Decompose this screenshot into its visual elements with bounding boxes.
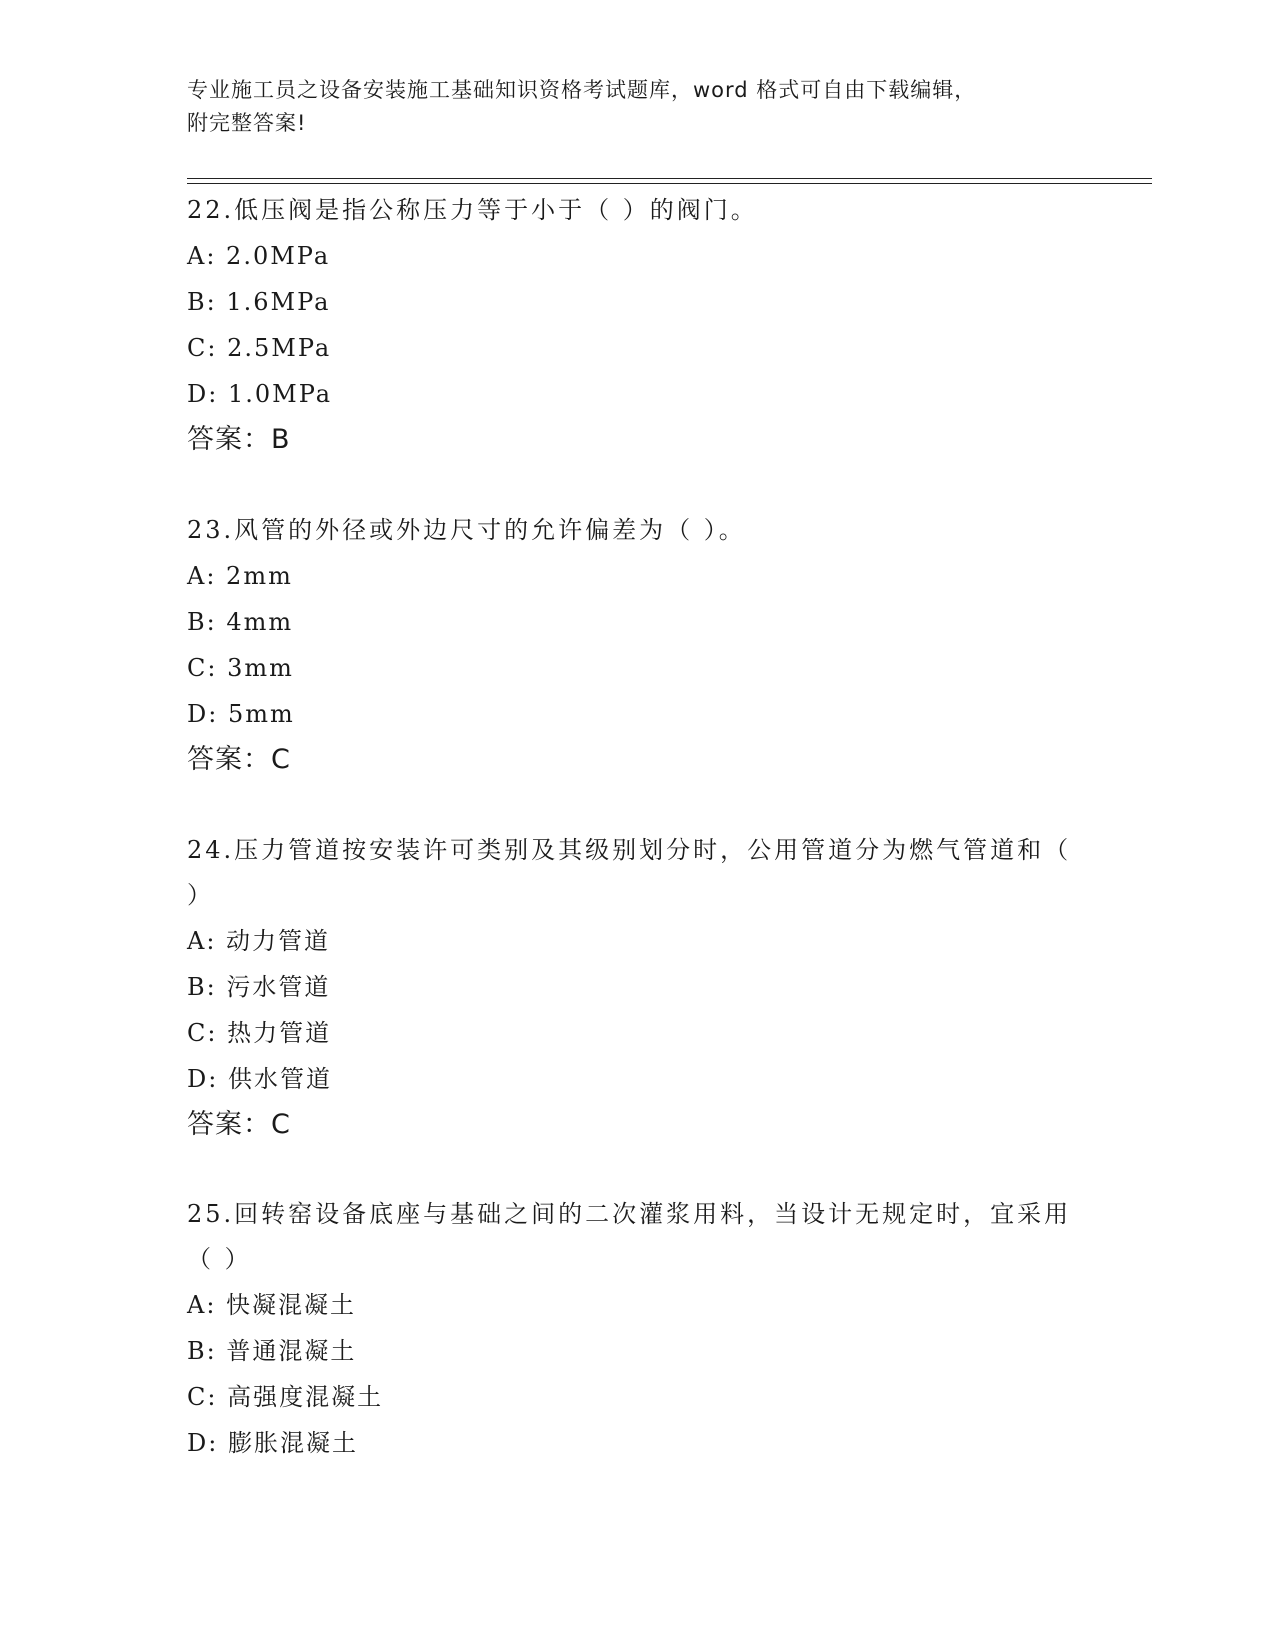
header-line-1: 专业施工员之设备安装施工基础知识资格考试题库，word 格式可自由下载编辑， (187, 78, 977, 102)
question-24 (187, 828, 1087, 1148)
question-stem: 24.压力管道按安装许可类别及其级别划分时，公用管道分为燃气管道和（ ） (187, 836, 1072, 909)
option-b: B: 普通混凝土 (187, 1337, 357, 1365)
question-stem: 25.回转窑设备底座与基础之间的二次灌浆用料，当设计无规定时，宜采用（ ） (187, 1200, 1072, 1273)
answer: 答案：C (187, 1109, 291, 1140)
option-b: B: 1.6MPa (187, 288, 331, 316)
answer: 答案：C (187, 744, 291, 775)
answer: 答案：B (187, 424, 291, 455)
document-header (187, 74, 1057, 140)
option-a: A: 2mm (187, 562, 293, 590)
question-stem: 23.风管的外径或外边尺寸的允许偏差为（ ）。 (187, 516, 746, 544)
option-d: D: 供水管道 (187, 1065, 332, 1093)
header-line-2: 附完整答案! (187, 111, 307, 135)
header-divider-bottom (187, 183, 1152, 184)
question-stem: 22.低压阀是指公称压力等于小于（ ）的阀门。 (187, 196, 758, 224)
option-d: D: 5mm (187, 700, 295, 728)
question-22 (187, 188, 1087, 463)
question-23 (187, 508, 1087, 783)
option-c: C: 高强度混凝土 (187, 1383, 384, 1411)
option-c: C: 3mm (187, 654, 294, 682)
option-d: D: 膨胀混凝土 (187, 1429, 358, 1457)
header-divider-top (187, 178, 1152, 179)
option-c: C: 热力管道 (187, 1019, 332, 1047)
question-25 (187, 1192, 1087, 1466)
option-a: A: 快凝混凝土 (187, 1291, 357, 1319)
option-b: B: 污水管道 (187, 973, 331, 1001)
option-b: B: 4mm (187, 608, 294, 636)
option-c: C: 2.5MPa (187, 334, 332, 362)
option-d: D: 1.0MPa (187, 380, 333, 408)
option-a: A: 2.0MPa (187, 242, 331, 270)
option-a: A: 动力管道 (187, 927, 331, 955)
